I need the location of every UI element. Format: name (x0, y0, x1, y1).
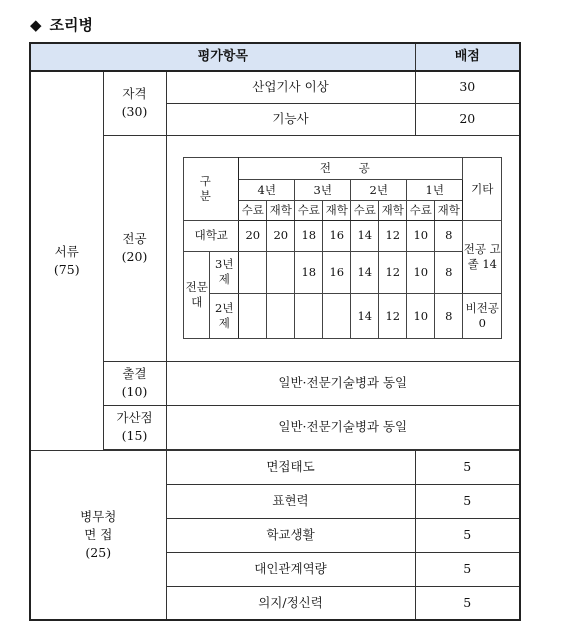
interview-row-name: 면접태도 (166, 450, 415, 484)
section-title (30, 14, 93, 35)
score-cell: 8 (435, 251, 463, 294)
interview-label-line2: 면 접 (84, 526, 113, 542)
interview-points: (25) (85, 544, 112, 560)
interview-row-name: 대인관계역량 (166, 552, 415, 586)
score-cell: 10 (407, 221, 435, 252)
interview-row-name: 의지/정신력 (166, 586, 415, 620)
header-item: 평가항목 (30, 43, 415, 71)
enrolled-header: 재학 (435, 200, 463, 220)
enrolled-header: 재학 (379, 200, 407, 220)
gubun-text: 구 분 (199, 174, 223, 203)
enrolled-header: 재학 (267, 200, 295, 220)
complete-header: 수료 (407, 200, 435, 220)
year3-label: 3년제 (210, 251, 239, 294)
diamond-bullet-icon: ◆ (30, 16, 42, 34)
attendance-label-text: 출결 (122, 365, 147, 381)
other-header: 기타 (463, 158, 502, 221)
score-cell: 10 (407, 251, 435, 294)
score-cell: 18 (295, 251, 323, 294)
other-major-cell: 전공 고졸 14 (463, 221, 502, 294)
complete-header: 수료 (295, 200, 323, 220)
section-title-text: 조리병 (49, 16, 94, 34)
interview-row-score: 5 (415, 552, 520, 586)
university-label: 대학교 (184, 221, 239, 252)
evaluation-table (29, 42, 521, 621)
score-cell: 12 (379, 221, 407, 252)
attendance-text: 일반·전문기술병과 동일 (166, 361, 520, 405)
score-cell (267, 294, 295, 339)
year-header: 1년 (407, 180, 463, 200)
score-cell: 16 (323, 251, 351, 294)
year2-label: 2년제 (210, 294, 239, 339)
interview-row-score: 5 (415, 450, 520, 484)
bonus-points: (15) (121, 428, 148, 443)
jeongong-label-text: 전공 (122, 230, 147, 246)
seoryu-points: (75) (53, 261, 80, 277)
interview-row-score: 5 (415, 518, 520, 552)
jagyeok-label-text: 자격 (122, 86, 147, 102)
score-cell (267, 251, 295, 294)
interview-label-line1: 병무청 (80, 508, 117, 524)
jeongong-points: (20) (121, 249, 148, 264)
year-header: 3년 (295, 180, 351, 200)
major-header (239, 158, 463, 180)
score-cell: 20 (239, 221, 267, 252)
year-header: 4년 (239, 180, 295, 200)
seoryu-label-text: 서류 (54, 243, 79, 259)
jagyeok-row-name: 기능사 (166, 103, 415, 135)
score-cell: 12 (379, 251, 407, 294)
header-score: 배점 (415, 43, 520, 71)
gubun-header (184, 158, 239, 221)
jagyeok-row-score: 30 (415, 71, 520, 103)
score-cell: 16 (323, 221, 351, 252)
score-cell: 18 (295, 221, 323, 252)
interview-row-score: 5 (415, 586, 520, 620)
score-cell (323, 294, 351, 339)
year-header: 2년 (351, 180, 407, 200)
attendance-label (103, 361, 166, 405)
seoryu-label (30, 71, 103, 450)
score-cell: 14 (351, 221, 379, 252)
jagyeok-points: (30) (121, 104, 148, 120)
other-nonmajor-cell: 비전공 0 (463, 294, 502, 339)
jeongong-label (103, 135, 166, 361)
enrolled-header: 재학 (323, 200, 351, 220)
attendance-points: (10) (121, 384, 148, 399)
score-cell (239, 251, 267, 294)
score-cell: 10 (407, 294, 435, 339)
score-cell: 8 (435, 294, 463, 339)
bonus-label (103, 405, 166, 449)
score-cell (295, 294, 323, 339)
score-cell: 8 (435, 221, 463, 252)
college-label: 전문대 (184, 251, 210, 338)
jagyeok-row-name: 산업기사 이상 (166, 71, 415, 103)
interview-label (30, 450, 166, 620)
major-score-table (183, 157, 502, 339)
bonus-label-text: 가산점 (116, 409, 153, 425)
score-cell: 20 (267, 221, 295, 252)
bonus-text: 일반·전문기술병과 동일 (166, 405, 520, 449)
interview-row-name: 표현력 (166, 484, 415, 518)
score-cell: 14 (351, 294, 379, 339)
interview-row-name: 학교생활 (166, 518, 415, 552)
score-cell: 12 (379, 294, 407, 339)
complete-header: 수료 (351, 200, 379, 220)
jagyeok-label (103, 71, 166, 135)
interview-row-score: 5 (415, 484, 520, 518)
jagyeok-row-score: 20 (415, 103, 520, 135)
score-cell (239, 294, 267, 339)
score-cell: 14 (351, 251, 379, 294)
major-header-text: 전 공 (319, 161, 382, 176)
complete-header: 수료 (239, 200, 267, 220)
major-table-cell (166, 135, 520, 361)
